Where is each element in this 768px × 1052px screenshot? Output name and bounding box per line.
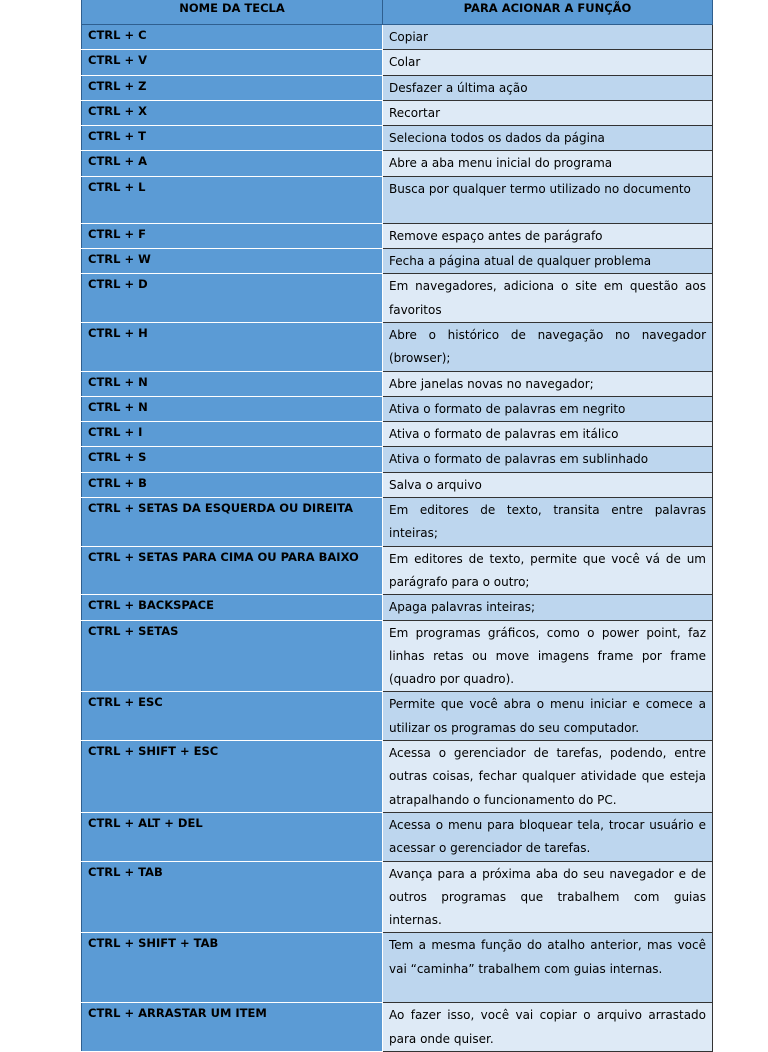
table-row [82, 472, 713, 497]
table-row [82, 151, 713, 176]
table-row [82, 126, 713, 151]
shortcut-table [81, 0, 713, 1052]
shortcut-function-cell: Copiar [383, 25, 713, 50]
shortcut-key-cell: CTRL + Z [82, 75, 383, 100]
shortcut-key-cell: CTRL + ESC [82, 692, 383, 741]
table-row [82, 75, 713, 100]
table-row [82, 692, 713, 741]
shortcut-key-cell: CTRL + D [82, 274, 383, 323]
table-body [82, 25, 713, 1052]
shortcut-function-cell: Busca por qualquer termo utilizado no documento [383, 176, 713, 223]
shortcut-key-cell: CTRL + SETAS PARA CIMA OU PARA BAIXO [82, 546, 383, 595]
shortcut-key-cell: CTRL + B [82, 472, 383, 497]
shortcut-key-cell: CTRL + BACKSPACE [82, 595, 383, 620]
shortcut-key-cell: CTRL + SHIFT + TAB [82, 933, 383, 1003]
shortcut-function-cell: Apaga palavras inteiras; [383, 595, 713, 620]
shortcut-function-cell: Permite que você abra o menu iniciar e comece a utilizar os programas do seu computador. [383, 692, 713, 741]
shortcut-key-cell: CTRL + I [82, 422, 383, 447]
shortcut-key-cell: CTRL + T [82, 126, 383, 151]
table-row [82, 274, 713, 323]
shortcut-function-cell: Colar [383, 50, 713, 75]
shortcut-function-cell: Abre o histórico de navegação no navegador (browser); [383, 322, 713, 371]
table-row [82, 322, 713, 371]
shortcut-key-cell: CTRL + L [82, 176, 383, 223]
column-header-key-name: NOME DA TECLA [82, 0, 383, 25]
shortcut-function-cell: Em editores de texto, transita entre palavras inteiras; [383, 498, 713, 547]
table-row [82, 595, 713, 620]
table-row [82, 223, 713, 248]
shortcut-key-cell: CTRL + N [82, 371, 383, 396]
shortcut-key-cell: CTRL + S [82, 447, 383, 472]
table-row [82, 498, 713, 547]
shortcut-function-cell: Abre janelas novas no navegador; [383, 371, 713, 396]
shortcut-function-cell: Ativa o formato de palavras em negrito [383, 396, 713, 421]
table-row [82, 249, 713, 274]
shortcut-function-cell: Tem a mesma função do atalho anterior, mas você vai “caminha” trabalhem com guias internas. [383, 933, 713, 1003]
shortcut-function-cell: Ao fazer isso, você vai copiar o arquivo arrastado para onde quiser. [383, 1003, 713, 1052]
shortcut-function-cell: Em editores de texto, permite que você vá de um parágrafo para o outro; [383, 546, 713, 595]
shortcut-function-cell: Fecha a página atual de qualquer problema [383, 249, 713, 274]
table-row [82, 396, 713, 421]
shortcut-function-cell: Remove espaço antes de parágrafo [383, 223, 713, 248]
column-header-function: PARA ACIONAR A FUNÇÃO [383, 0, 713, 25]
shortcut-function-cell: Avança para a próxima aba do seu navegador e de outros programas que trabalhem com guias internas. [383, 861, 713, 933]
shortcut-function-cell: Recortar [383, 100, 713, 125]
table-row [82, 176, 713, 223]
table-row [82, 620, 713, 692]
table-row [82, 371, 713, 396]
table-header-row [82, 0, 713, 25]
table-row [82, 812, 713, 861]
table-row [82, 741, 713, 813]
table-row [82, 1003, 713, 1052]
shortcut-function-cell: Acessa o menu para bloquear tela, trocar usuário e acessar o gerenciador de tarefas. [383, 812, 713, 861]
table-row [82, 546, 713, 595]
shortcut-key-cell: CTRL + TAB [82, 861, 383, 933]
shortcut-table-container [81, 0, 712, 1052]
shortcut-function-cell: Abre a aba menu inicial do programa [383, 151, 713, 176]
table-row [82, 422, 713, 447]
table-row [82, 50, 713, 75]
shortcut-key-cell: CTRL + V [82, 50, 383, 75]
shortcut-function-cell: Ativa o formato de palavras em itálico [383, 422, 713, 447]
shortcut-function-cell: Em programas gráficos, como o power point, faz linhas retas ou move imagens frame por frame (quadro por quadro). [383, 620, 713, 692]
table-row [82, 861, 713, 933]
shortcut-function-cell: Em navegadores, adiciona o site em questão aos favoritos [383, 274, 713, 323]
shortcut-function-cell: Ativa o formato de palavras em sublinhado [383, 447, 713, 472]
shortcut-key-cell: CTRL + ALT + DEL [82, 812, 383, 861]
shortcut-key-cell: CTRL + SETAS [82, 620, 383, 692]
shortcut-key-cell: CTRL + W [82, 249, 383, 274]
shortcut-function-cell: Salva o arquivo [383, 472, 713, 497]
shortcut-key-cell: CTRL + A [82, 151, 383, 176]
shortcut-key-cell: CTRL + SETAS DA ESQUERDA OU DIREITA [82, 498, 383, 547]
shortcut-function-cell: Desfazer a última ação [383, 75, 713, 100]
shortcut-key-cell: CTRL + N [82, 396, 383, 421]
table-row [82, 25, 713, 50]
table-row [82, 100, 713, 125]
table-row [82, 933, 713, 1003]
shortcut-key-cell: CTRL + F [82, 223, 383, 248]
shortcut-function-cell: Seleciona todos os dados da página [383, 126, 713, 151]
shortcut-key-cell: CTRL + SHIFT + ESC [82, 741, 383, 813]
table-row [82, 447, 713, 472]
shortcut-key-cell: CTRL + ARRASTAR UM ITEM [82, 1003, 383, 1052]
shortcut-key-cell: CTRL + H [82, 322, 383, 371]
shortcut-key-cell: CTRL + X [82, 100, 383, 125]
shortcut-function-cell: Acessa o gerenciador de tarefas, podendo, entre outras coisas, fechar qualquer atividade que esteja atrapalhando o funcionamento do PC. [383, 741, 713, 813]
shortcut-key-cell: CTRL + C [82, 25, 383, 50]
